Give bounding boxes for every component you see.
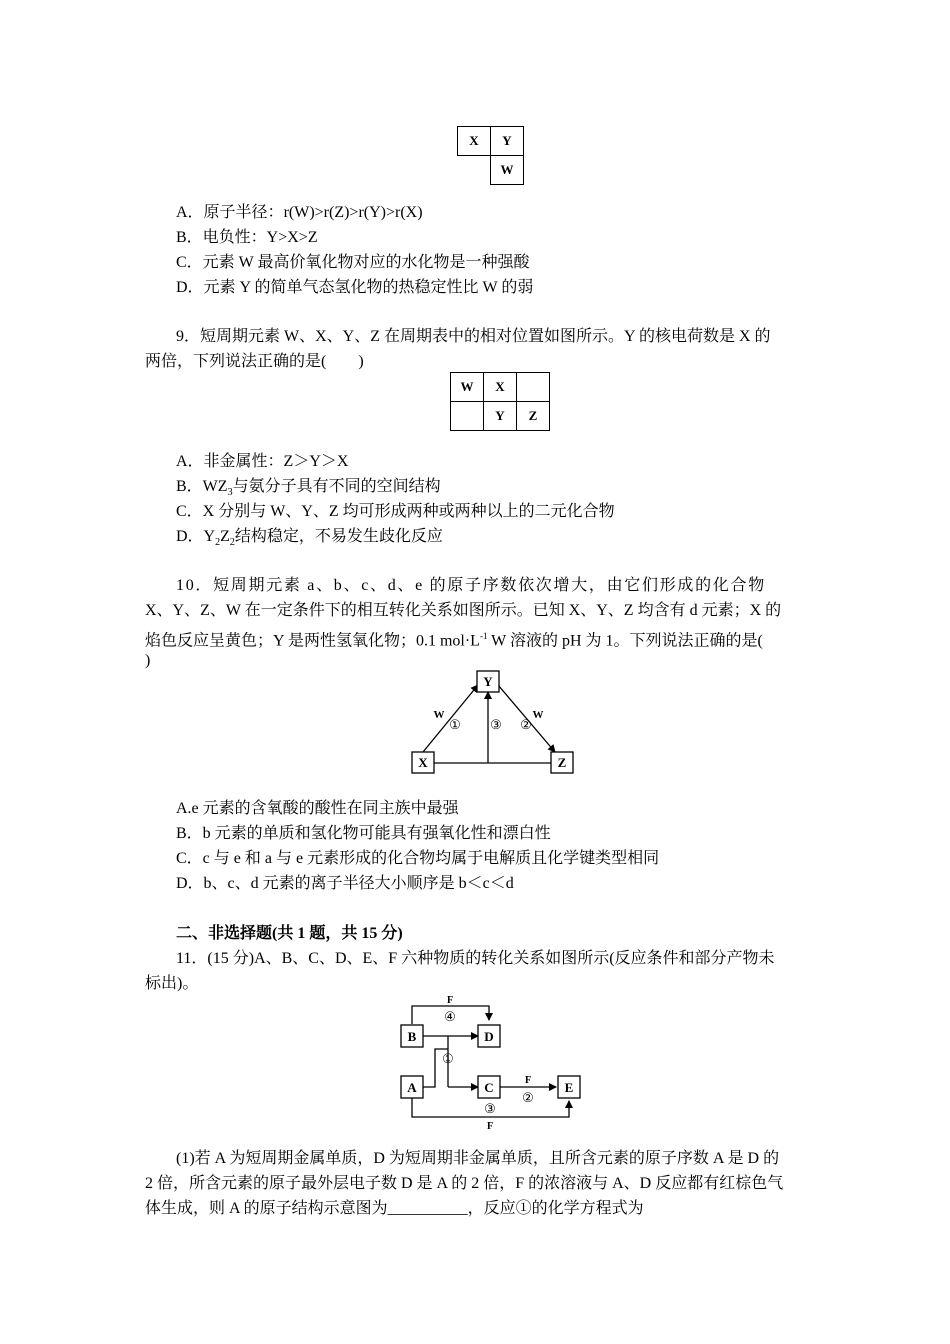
section2-heading: 二、非选择题(共 1 题，共 15 分) — [176, 925, 403, 942]
q10-stem-line3-pre: 焰色反应呈黄色；Y 是两性氢氧化物；0.1 mol·L — [145, 632, 480, 650]
q8-position-table — [457, 126, 524, 185]
q9-cell: W — [451, 373, 484, 402]
q8-cell: Y — [491, 127, 524, 156]
q10-option-b: B．b 元素的单质和氢化物可能具有强氧化性和漂白性 — [176, 825, 551, 842]
q9-option-c: C．X 分别与 W、Y、Z 均可形成两种或两种以上的二元化合物 — [176, 503, 615, 520]
q10-stem-line3-post: W 溶液的 pH 为 1。下列说法正确的是( — [487, 632, 763, 650]
q10-label-w-left: W — [433, 709, 445, 721]
q9-option-b-post: 与氨分子具有不同的空间结构 — [232, 478, 441, 495]
q9-option-a: A．非金属性：Z＞Y＞X — [176, 453, 349, 470]
q8-option-d: D．元素 Y 的简单气态氢化物的热稳定性比 W 的弱 — [176, 279, 534, 296]
q11-label-n1: ① — [442, 1051, 454, 1066]
q9-option-d-sub1: 2 — [215, 537, 221, 549]
q9-option-b — [176, 477, 441, 503]
q10-stem-line1: 10．短周期元素 a、b、c、d、e 的原子序数依次增大，由它们形成的化合物 — [176, 577, 766, 594]
q9-option-b-pre: B．WZ — [176, 478, 228, 495]
q10-option-d: D．b、c、d 元素的离子半径大小顺序是 b＜c＜d — [176, 875, 514, 892]
q9-cell — [451, 402, 484, 431]
q11-label-b: B — [407, 1029, 417, 1044]
q8-cell: X — [458, 127, 491, 156]
q11-label-f-top: F — [446, 995, 454, 1006]
q11-stem-line2: 标出)。 — [145, 975, 199, 992]
q11-part1-line1: (1)若 A 为短周期金属单质，D 为短周期非金属单质，且所含元素的原子序数 A 是 D 的 — [176, 1150, 780, 1167]
q9-option-b-sub: 3 — [227, 487, 233, 499]
q9-cell: X — [484, 373, 517, 402]
q10-stem-line3 — [145, 626, 763, 651]
q8-option-c: C．元素 W 最高价氧化物对应的水化物是一种强酸 — [176, 254, 530, 271]
q10-option-c: C．c 与 e 和 a 与 e 元素形成的化合物均属于电解质且化学键类型相同 — [176, 850, 660, 867]
q10-label-x: X — [418, 755, 428, 770]
q11-label-f-mid: F — [524, 1075, 532, 1086]
q8-option-a-label: A．原子半径： — [176, 204, 284, 221]
q9-cell — [517, 373, 550, 402]
q10-label-n3: ③ — [490, 717, 502, 732]
q11-label-f-bottom: F — [486, 1121, 494, 1130]
q11-label-n4: ④ — [444, 1009, 456, 1024]
q11-label-n2: ② — [522, 1090, 534, 1105]
q11-conversion-diagram — [392, 994, 592, 1130]
q10-stem-line3-sup: -1 — [479, 631, 488, 641]
q11-label-d: D — [484, 1029, 494, 1044]
q11-label-n3: ③ — [484, 1101, 496, 1116]
q9-option-d-post: 结构稳定，不易发生歧化反应 — [234, 528, 443, 545]
q11-label-c: C — [484, 1080, 494, 1095]
q10-option-a: A.e 元素的含氧酸的酸性在同主族中最强 — [176, 800, 459, 817]
q10-label-y: Y — [483, 674, 493, 689]
q10-label-n2: ② — [520, 717, 532, 732]
q11-stem-line1: 11．(15 分)A、B、C、D、E、F 六种物质的转化关系如图所示(反应条件和部分产物未 — [176, 950, 775, 967]
q9-option-d — [176, 527, 443, 553]
q9-position-table — [450, 372, 550, 431]
q10-label-n1: ① — [449, 717, 461, 732]
q8-option-b: B．电负性：Y>X>Z — [176, 229, 318, 246]
q10-conversion-diagram — [400, 668, 580, 780]
q9-stem-line2: 两倍，下列说法正确的是( ) — [145, 353, 364, 370]
q11-label-e: E — [564, 1080, 574, 1095]
q9-option-d-mid: Z — [220, 528, 230, 545]
q10-label-z: Z — [557, 755, 567, 770]
q8-cell: W — [491, 156, 524, 185]
q9-cell: Z — [517, 402, 550, 431]
q10-stem-line2: X、Y、Z、W 在一定条件下的相互转化关系如图所示。已知 X、Y、Z 均含有 d 元素；X 的 — [145, 602, 782, 619]
q11-part1-line3: 体生成，则 A 的原子结构示意图为__________，反应①的化学方程式为 — [145, 1200, 644, 1217]
q8-option-a — [176, 203, 423, 223]
q9-option-d-sub2: 2 — [229, 537, 235, 549]
q11-label-a: A — [407, 1080, 417, 1095]
q10-stem-line4: ) — [145, 652, 151, 669]
q8-cell-empty — [458, 156, 491, 185]
q11-part1-line2: 2 倍，所含元素的原子最外层电子数 D 是 A 的 2 倍，F 的浓溶液与 A、D 反应都有红棕色气 — [145, 1175, 784, 1192]
q10-label-w-right: W — [532, 709, 544, 721]
q9-cell: Y — [484, 402, 517, 431]
q9-stem-line1: 9．短周期元素 W、X、Y、Z 在周期表中的相对位置如图所示。Y 的核电荷数是 X 的 — [176, 328, 771, 345]
q8-option-a-formula: r(W)>r(Z)>r(Y)>r(X) — [283, 204, 423, 221]
q9-option-d-pre: D．Y — [176, 528, 216, 545]
